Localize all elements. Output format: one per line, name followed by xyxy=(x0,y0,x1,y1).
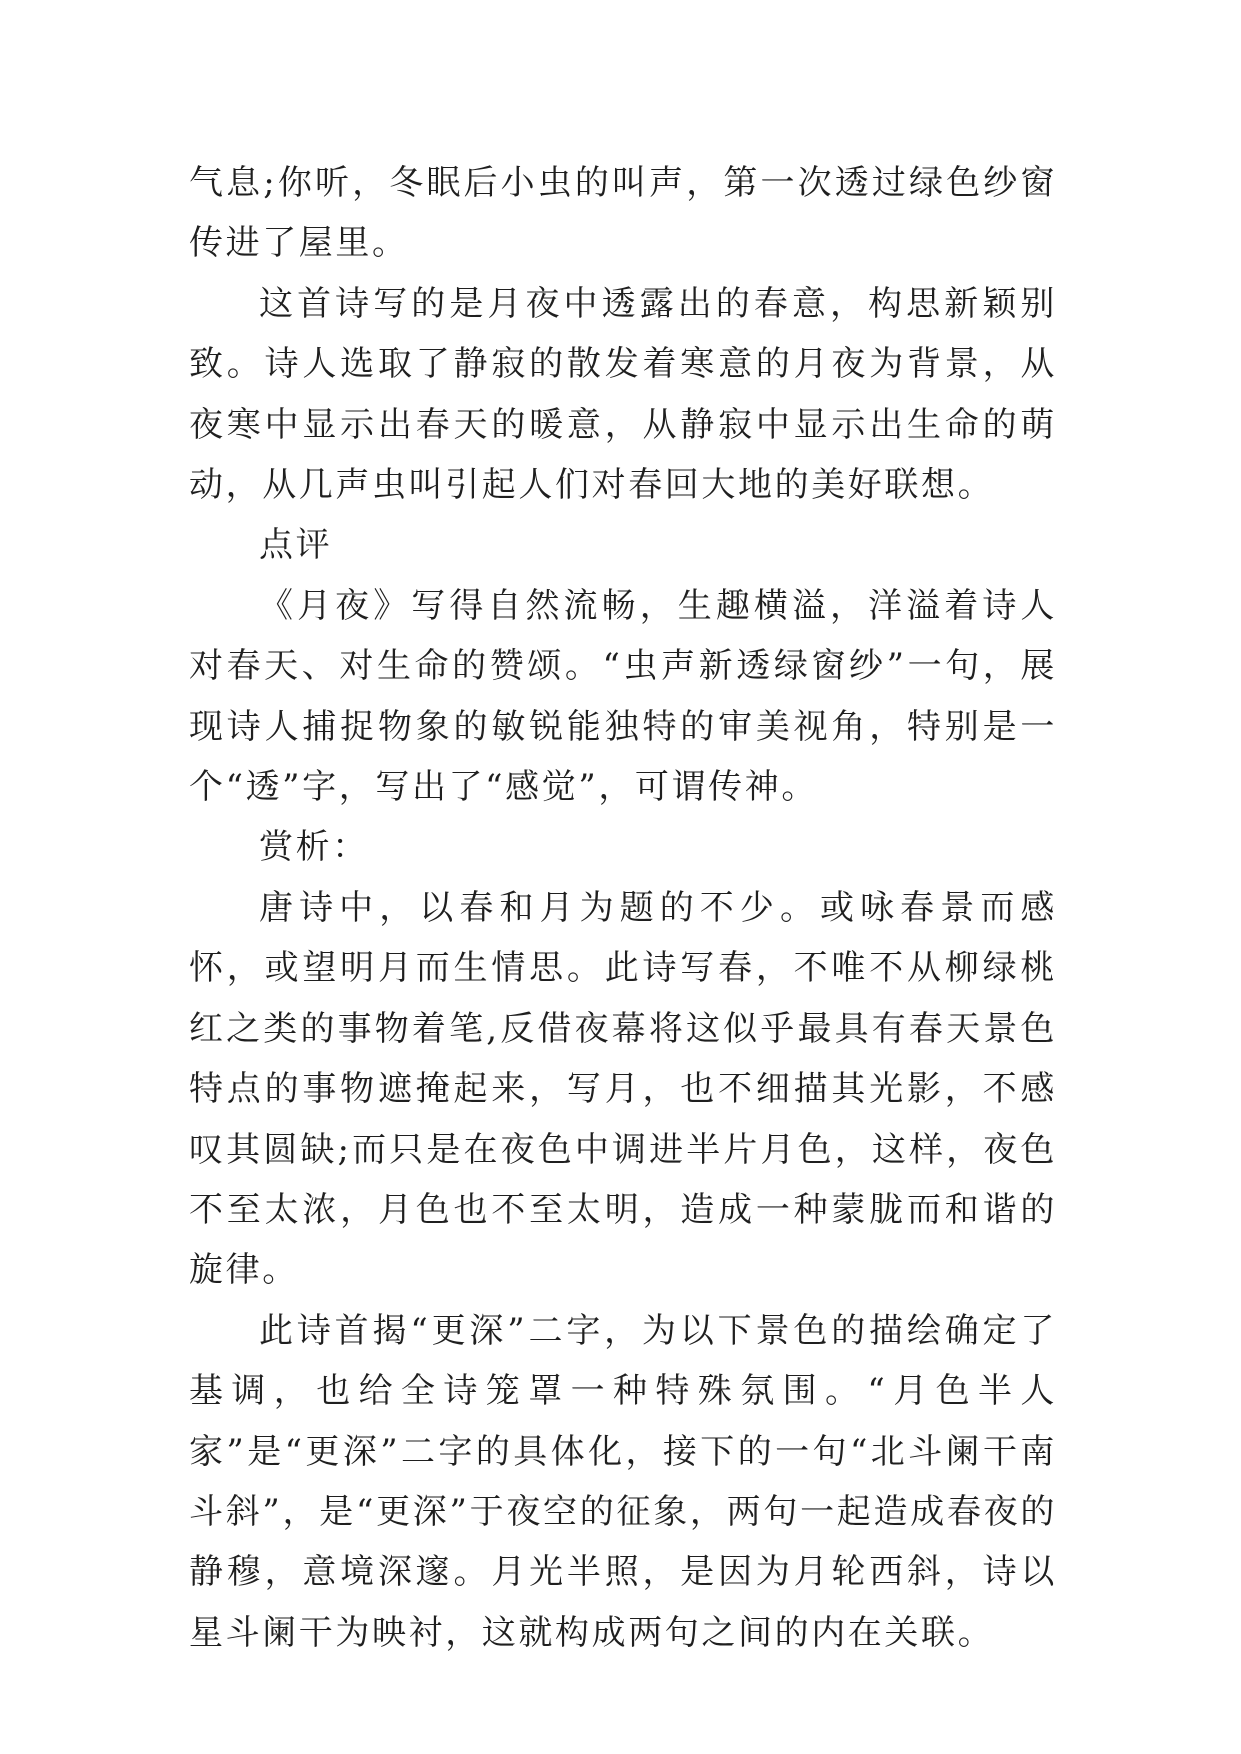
heading-appreciation: 赏析： xyxy=(259,827,369,868)
paragraph-appreciation-2: 此诗首揭“更深”二字，为以下景色的描绘确定了基调，也给全诗笼罩一种特殊氛围。“月色半人家”是“更深”二字的具体化，接下的一句“北斗阑干南斗斜”，是“更深”于夜空的征象，两句一起造成春夜的静穆，意境深邃。月光半照，是因为月轮西斜，诗以星斗阑干为映衬，这就构成两句之间的内在关联。 xyxy=(189,1310,1057,1653)
paragraph-continuation: 气息;你听，冬眠后小虫的叫声，第一次透过绿色纱窗传进了屋里。 xyxy=(189,163,1057,264)
heading-comment: 点评 xyxy=(259,525,333,566)
paragraph-poem-summary: 这首诗写的是月夜中透露出的春意，构思新颖别致。诗人选取了静寂的散发着寒意的月夜为背景，从夜寒中显示出春天的暖意，从静寂中显示出生命的萌动，从几声虫叫引起人们对春回大地的美好联想。 xyxy=(189,283,1057,506)
paragraph-comment: 《月夜》写得自然流畅，生趣横溢，洋溢着诗人对春天、对生命的赞颂。“虫声新透绿窗纱”一句，展现诗人捕捉物象的敏锐能独特的审美视角，特别是一个“透”字，写出了“感觉”，可谓传神。 xyxy=(189,585,1057,808)
document-body xyxy=(189,153,1057,1663)
paragraph-appreciation-1: 唐诗中，以春和月为题的不少。或咏春景而感怀，或望明月而生情思。此诗写春，不唯不从柳绿桃红之类的事物着笔,反借夜幕将这似乎最具有春天景色特点的事物遮掩起来，写月，也不细描其光影，不感叹其圆缺;而只是在夜色中调进半片月色，这样，夜色不至太浓，月色也不至太明，造成一种蒙胧而和谐的旋律。 xyxy=(189,887,1057,1291)
